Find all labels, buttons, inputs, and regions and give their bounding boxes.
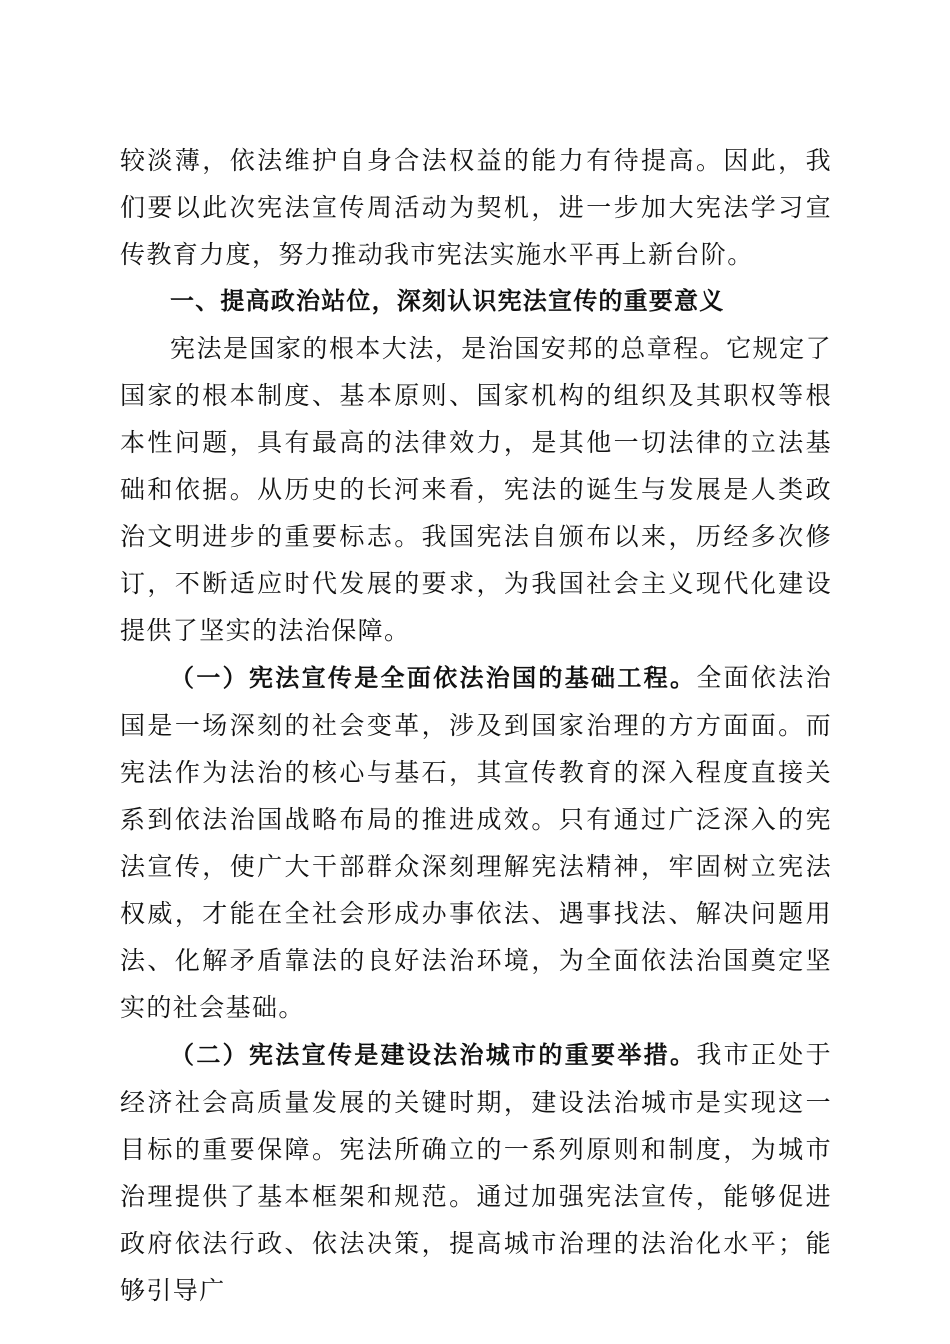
paragraph-constitution-intro: 宪法是国家的根本大法，是治国安邦的总章程。它规定了国家的根本制度、基本原则、国家机构的组织及其职权等根本性问题，具有最高的法律效力，是其他一切法律的立法基础和依据。从历史的长河来看，宪法的诞生与发展是人类政治文明进步的重要标志。我国宪法自颁布以来，历经多次修订，不断适应时代发展的要求，为我国社会主义现代化建设提供了坚实的法治保障。 bbox=[120, 334, 832, 645]
paragraph-continuation: 较淡薄，依法维护自身合法权益的能力有待提高。因此，我们要以此次宪法宣传周活动为契机，进一步加大宪法学习宣传教育力度，努力推动我市宪法实施水平再上新台阶。 bbox=[120, 146, 832, 269]
paragraph-subsection-1 bbox=[120, 654, 832, 1031]
paragraph-subsection-2 bbox=[120, 1031, 832, 1314]
subsection-1-body: 全面依法治国是一场深刻的社会变革，涉及到国家治理的方方面面。而宪法作为法治的核心与基石，其宣传教育的深入程度直接关系到依法治国战略布局的推进成效。只有通过广泛深入的宪法宣传，使广大干部群众深刻理解宪法精神，牢固树立宪法权威，才能在全社会形成办事依法、遇事找法、解决问题用法、化解矛盾靠法的良好法治环境，为全面依法治国奠定坚实的社会基础。 bbox=[120, 663, 832, 1022]
subsection-2-body: 我市正处于经济社会高质量发展的关键时期，建设法治城市是实现这一目标的重要保障。宪法所确立的一系列原则和制度，为城市治理提供了基本框架和规范。通过加强宪法宣传，能够促进政府依法行政、依法决策，提高城市治理的法治化水平；能够引导广 bbox=[120, 1040, 832, 1305]
section-heading-1: 一、提高政治站位，深刻认识宪法宣传的重要意义 bbox=[170, 287, 725, 315]
document-page bbox=[120, 137, 832, 1314]
subsection-2-lead: （二）宪法宣传是建设法治城市的重要举措。 bbox=[170, 1041, 697, 1069]
subsection-1-lead: （一）宪法宣传是全面依法治国的基础工程。 bbox=[170, 664, 697, 692]
